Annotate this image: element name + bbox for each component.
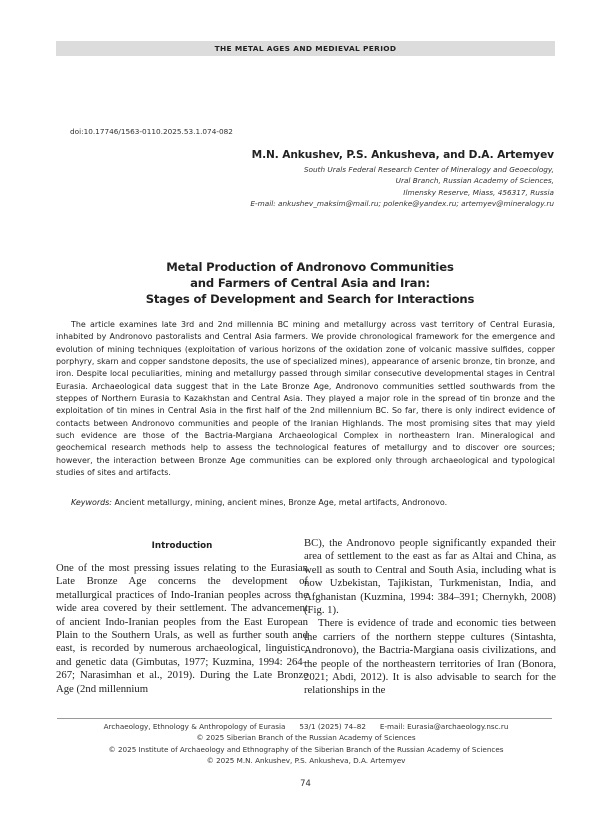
copyright-line: © 2025 M.N. Ankushev, P.S. Ankusheva, D.A. Artemyev [206, 755, 406, 765]
footer [40, 721, 572, 766]
page-number: 74 [300, 778, 311, 788]
article-title [40, 260, 580, 307]
keywords [71, 498, 447, 507]
title-line: Stages of Development and Search for Interactions [145, 291, 475, 306]
author-block [250, 149, 554, 210]
author-emails: E-mail: ankushev_maksim@mail.ru; polenke@yandex.ru; artemyev@mineralogy.ru [250, 199, 554, 209]
section-header-bar [56, 41, 555, 56]
keywords-label: Keywords: [71, 498, 112, 507]
title-line: Metal Production of Andronovo Communities [166, 260, 454, 274]
abstract-text: The article examines late 3rd and 2nd millennia BC mining and metallurgy across vast territory of Central Eurasia, inhabited by Andronovo pastoralists and Central Asia farmers. We provide chronological framework for the emergence and evolution of mining techniques (exploitation of various horizons of the oxidation zone of volcanic massive sulfides, copper porphyry, skarn and copper sandstone deposits, the use of specialized mines), appearance of arsenic bronze, tin bronze, and iron. Despite local peculiarities, mining and metallurgy passed through similar consecutive developmental stages in Central Eurasia. Archaeological data suggest that in the Late Bronze Age, Andronovo communities settled southwards from the steppes of Northern Eurasia to Kazakhstan and Central Asia. They played a major role in the spread of tin bronze and the exploitation of tin mines in Central Asia in the first half of the 2nd millennium BC. So far, there is only indirect evidence of contacts between Andronovo communities and people of the Iranian Highlands. The most promising sites that may yield such evidence are those of the Bactria-Margiana Archaeological Complex in northeastern Iran. Mineralogical and geochemical research methods help to assess the technological features of metallurgy and to discover ore sources; however, the interaction between Bronze Age communities can be explored only through archaeological and typological studies of sites and artifacts. [56, 320, 555, 478]
affiliation-line: Ilmensky Reserve, Miass, 456317, Russia [403, 187, 554, 197]
body-paragraph: One of the most pressing issues relating to the Eurasian Late Bronze Age concerns the development of metallurgical practices of Indo-Iranian peoples across the wide area covered by their settlement. The advancement of ancient Indo-Iranian peoples from the East European Plain to the Southern Urals, as well as further south and east, is recorded by numerous archaeological, linguistic, and genetic data (Gimbutas, 1977; Kuzmina, 1994: 264–267; Narasimhan et al., 2019). During the Late Bronze Age (2nd millennium [56, 562, 308, 695]
journal-issue: 53/1 (2025) 74–82 [299, 722, 366, 731]
body-paragraph: BC), the Andronovo people significantly expanded their area of settlement to the east as far as Altai and China, as well as south to Central and South Asia, including what is now Uzbekistan, Tajikistan, Turkmenistan, India, and Afghanistan (Kuzmina, 1994: 384–391; Chernykh, 2008) (Fig. 1). [304, 537, 556, 617]
keywords-text: Ancient metallurgy, mining, ancient mines, Bronze Age, metal artifacts, Andronovo. [114, 498, 448, 507]
journal-email: E-mail: Eurasia@archaeology.nsc.ru [379, 722, 509, 731]
right-column [304, 537, 556, 698]
affiliation-line: Ural Branch, Russian Academy of Sciences, [395, 176, 554, 186]
footer-divider [57, 718, 552, 719]
copyright-line: © 2025 Siberian Branch of the Russian Academy of Sciences [196, 733, 416, 743]
affiliation-line: South Urals Federal Research Center of Mineralogy and Geoecology, [303, 165, 554, 174]
left-column [56, 540, 308, 696]
section-label: THE METAL AGES AND MEDIEVAL PERIOD [214, 44, 397, 53]
authors: M.N. Ankushev, P.S. Ankusheva, and D.A. Artemyev [251, 149, 554, 161]
doi: doi:10.17746/1563-0110.2025.53.1.074-082 [70, 127, 233, 136]
section-heading-introduction: Introduction [151, 541, 213, 551]
journal-name: Archaeology, Ethnology & Anthropology of Eurasia [103, 722, 286, 731]
title-line: and Farmers of Central Asia and Iran: [190, 275, 430, 290]
body-paragraph: There is evidence of trade and economic ties between the carriers of the northern steppe cultures (Sintashta, Andronovo), the Bactria-Margiana oasis civilizations, and the people of the northeastern territories of Iran (Bonora, 2021; Abdi, 2012). It is also advisable to search for the relationships in the [304, 617, 556, 697]
abstract [56, 319, 555, 479]
journal-line [40, 721, 572, 732]
copyright-line: © 2025 Institute of Archaeology and Ethnography of the Siberian Branch of the Russian Academy of Sciences [108, 744, 504, 754]
